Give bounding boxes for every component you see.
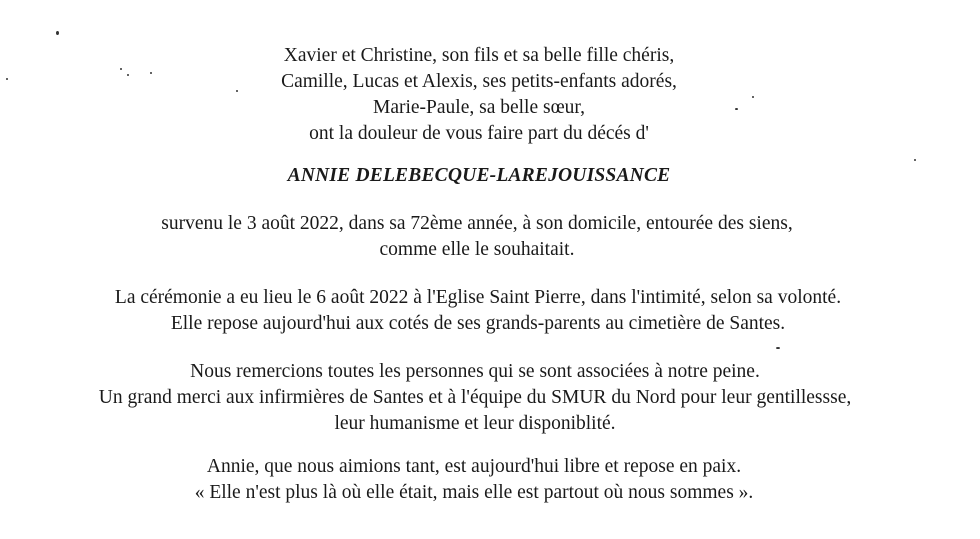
- ceremony-details: [3, 285, 953, 337]
- scan-speck: [120, 68, 122, 70]
- scan-speck: [236, 90, 238, 92]
- deceased-name: ANNIE DELEBECQUE-LAREJOUISSANCE: [287, 165, 671, 186]
- scan-speck: [127, 74, 129, 76]
- ceremony-line: Elle repose aujourd'hui aux cotés de ses grands-parents au cimetière de Santes.: [170, 313, 786, 334]
- scan-speck: [150, 72, 152, 74]
- closing-message: [0, 454, 949, 506]
- family-line: ont la douleur de vous faire part du décés d': [309, 123, 649, 144]
- family-line: Xavier et Christine, son fils et sa belle fille chéris,: [283, 45, 675, 66]
- death-details: [2, 211, 952, 263]
- closing-line: Annie, que nous aimions tant, est aujourd'hui libre et repose en paix.: [206, 456, 742, 477]
- closing-line: « Elle n'est plus là où elle était, mais elle est partout où nous sommes ».: [194, 482, 754, 503]
- death-details-line: survenu le 3 août 2022, dans sa 72ème année, à son domicile, entourée des siens,: [161, 213, 793, 234]
- scan-speck: [735, 108, 738, 110]
- family-line: Marie-Paule, sa belle sœur,: [372, 97, 586, 118]
- scan-speck: [56, 31, 59, 35]
- family-announcement: [4, 43, 954, 147]
- thanks-line: Un grand merci aux infirmières de Santes et à l'équipe du SMUR du Nord pour leur gentillessse,: [98, 387, 852, 408]
- ceremony-line: La cérémonie a eu lieu le 6 août 2022 à l'Eglise Saint Pierre, dans l'intimité, selon sa volonté.: [114, 287, 842, 308]
- scan-speck: [776, 347, 780, 349]
- thanks-line: Nous remercions toutes les personnes qui se sont associées à notre peine.: [190, 361, 760, 382]
- scan-speck: [914, 159, 916, 161]
- death-details-line: comme elle le souhaitait.: [379, 239, 575, 260]
- family-line: Camille, Lucas et Alexis, ses petits-enfants adorés,: [281, 71, 677, 92]
- thanks-message: [0, 359, 950, 437]
- thanks-line: leur humanisme et leur disponiblité.: [334, 413, 616, 434]
- scan-speck: [6, 78, 8, 80]
- scan-speck: [752, 96, 754, 98]
